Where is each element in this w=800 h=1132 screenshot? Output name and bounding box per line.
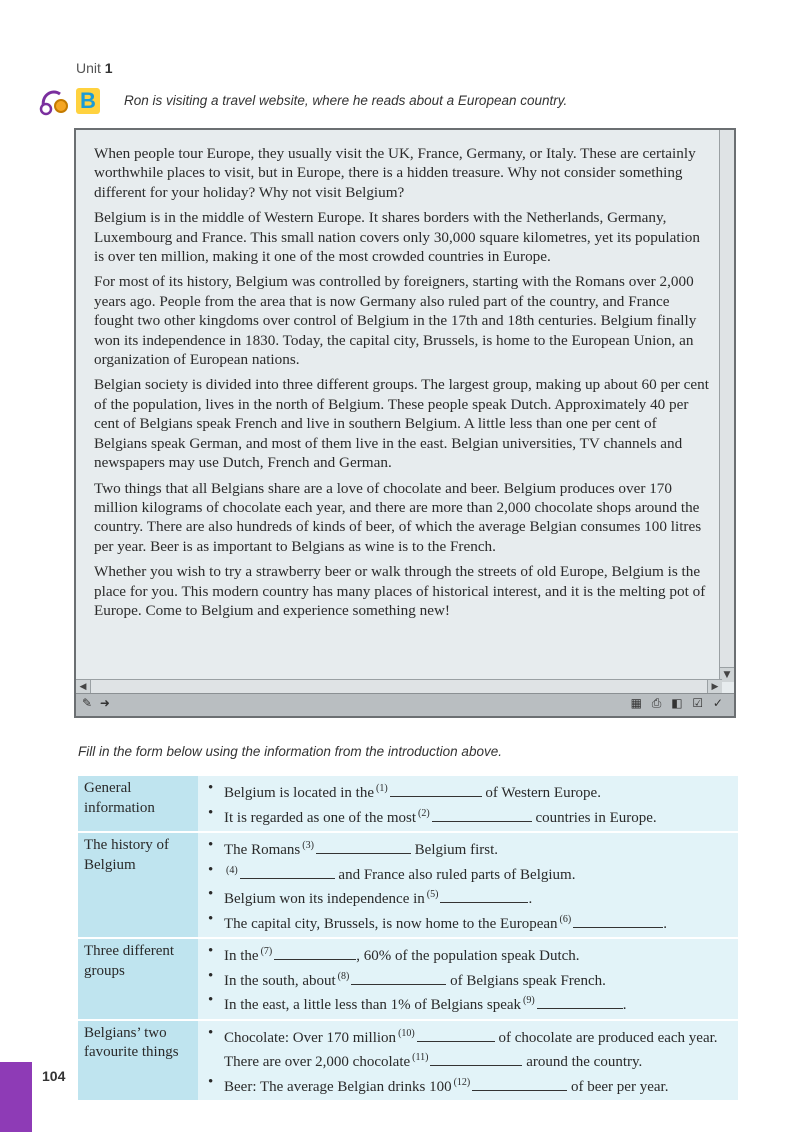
- row-items: [198, 776, 738, 832]
- row-items: [198, 832, 738, 938]
- article-paragraph: Belgium is in the middle of Western Europe. It shares borders with the Netherlands, Germany, Luxembourg and France. This small nation covers only 30,000 square kilometres, yet its population is over ten million, making it one of the most crowded countries in Europe.: [94, 209, 700, 266]
- list-item: • In the $^{(7)}$ , 60% of the population speak Dutch.: [208, 942, 732, 967]
- list-item: • In the south, about $^{(8)}$ of Belgians speak French.: [208, 967, 732, 992]
- section-badge: B: [76, 88, 100, 114]
- answer-blank[interactable]: [537, 996, 623, 1009]
- row-category: Belgians’ two favourite things: [78, 1020, 198, 1102]
- list-item: • Chocolate: Over 170 million $^{(10)}$ of chocolate are produced each year. There are over 2,000 chocolate $^{(11)}$ around the country.: [208, 1024, 732, 1073]
- list-item: • The Romans $^{(3)}$ Belgium first.: [208, 836, 732, 861]
- answer-blank[interactable]: [430, 1053, 522, 1066]
- form-table: [78, 776, 738, 1102]
- scroll-down-arrow-icon[interactable]: ▼: [720, 667, 734, 682]
- table-row: [78, 832, 738, 938]
- status-right-icons: ▦ ⎙ ◧ ☑ ✓: [630, 696, 726, 710]
- table-row: [78, 776, 738, 832]
- status-left-icons: ✎ ➜: [82, 696, 112, 710]
- row-category: Three different groups: [78, 938, 198, 1020]
- answer-blank[interactable]: [390, 784, 482, 797]
- row-items: [198, 938, 738, 1020]
- list-item: • In the east, a little less than 1% of Belgians speak $^{(9)}$ .: [208, 991, 732, 1016]
- row-category: General information: [78, 776, 198, 832]
- browser-window: [74, 128, 736, 718]
- article-paragraph: Two things that all Belgians share are a love of chocolate and beer. Belgium produces over 170 million kilograms of chocolate each year, and there are more than 2,000 chocolate shops around the country. There are also hundreds of kinds of beer, of which the average Belgian consumes 100 litres per year. Beer is as important to Belgians as wine is to the French.: [94, 479, 702, 555]
- answer-blank[interactable]: [351, 972, 446, 985]
- list-item: • Belgium won its independence in $^{(5)}$ .: [208, 885, 732, 910]
- article-paragraph: For most of its history, Belgium was controlled by foreigners, starting with the Romans over 2,000 years ago. People from the area that is now Germany also ruled part of the country, and France fought two other kingdoms over control of Belgium in the 17th and 18th centuries. Belgium finally won its independence in 1830. Today, the capital city, Brussels, is home to the European Union, an organization of European nations.: [94, 273, 697, 369]
- instruction-text: Fill in the form below using the information from the introduction above.: [78, 744, 502, 759]
- page-accent-bar: [0, 1062, 32, 1132]
- answer-blank[interactable]: [432, 809, 532, 822]
- list-item: • It is regarded as one of the most $^{(2)}$ countries in Europe.: [208, 804, 732, 829]
- answer-blank[interactable]: [440, 890, 528, 903]
- scroll-right-arrow-icon[interactable]: ▶: [707, 680, 722, 694]
- list-item: • The capital city, Brussels, is now home to the European $^{(6)}$ .: [208, 910, 732, 935]
- list-item: • Belgium is located in the $^{(1)}$ of Western Europe.: [208, 779, 732, 804]
- answer-blank[interactable]: [472, 1078, 567, 1091]
- scroll-left-arrow-icon[interactable]: ◀: [76, 680, 91, 694]
- answer-blank[interactable]: [274, 947, 356, 960]
- table-row: [78, 1020, 738, 1102]
- list-item: • $^{(4)}$ and France also ruled parts of Belgium.: [208, 861, 732, 886]
- answer-blank[interactable]: [240, 866, 335, 879]
- row-category: The history of Belgium: [78, 832, 198, 938]
- page-number: 104: [42, 1068, 66, 1084]
- unit-number: 1: [104, 60, 113, 76]
- status-bar: [76, 693, 734, 716]
- article-paragraph: Belgian society is divided into three different groups. The largest group, making up about 60 per cent of the population, lives in the north of Belgium. These people speak Dutch. Approximately 40 per cent of Belgians speak French and live in southern Belgium. A little less than one per cent of Belgians speak German, and most of them live in the east. Belgian universities, TV channels and newspapers may use Dutch, French and German.: [94, 376, 709, 472]
- table-row: [78, 938, 738, 1020]
- answer-blank[interactable]: [573, 915, 663, 928]
- answer-blank[interactable]: [417, 1029, 495, 1042]
- headphones-icon: [38, 86, 72, 116]
- article-paragraph: When people tour Europe, they usually visit the UK, France, Germany, or Italy. These are certainly worthwhile places to visit, but in Europe, there is a hidden treasure. Why not consider something different for your holiday? Why not visit Belgium?: [94, 145, 696, 201]
- vertical-scrollbar[interactable]: [719, 130, 734, 682]
- intro-text: Ron is visiting a travel website, where he reads about a European country.: [124, 93, 568, 108]
- unit-word: Unit: [76, 60, 101, 76]
- answer-blank[interactable]: [316, 841, 411, 854]
- horizontal-scrollbar[interactable]: [76, 679, 722, 694]
- article-paragraph: Whether you wish to try a strawberry beer or walk through the streets of old Europe, Belgium is the place for you. This modern country has many places of historical interest, and it is the melting pot of Europe. Come to Belgium and experience something new!: [94, 563, 706, 619]
- article: [94, 144, 710, 626]
- row-items: [198, 1020, 738, 1102]
- unit-label: [76, 60, 113, 76]
- list-item: • Beer: The average Belgian drinks 100 $^{(12)}$ of beer per year.: [208, 1073, 732, 1098]
